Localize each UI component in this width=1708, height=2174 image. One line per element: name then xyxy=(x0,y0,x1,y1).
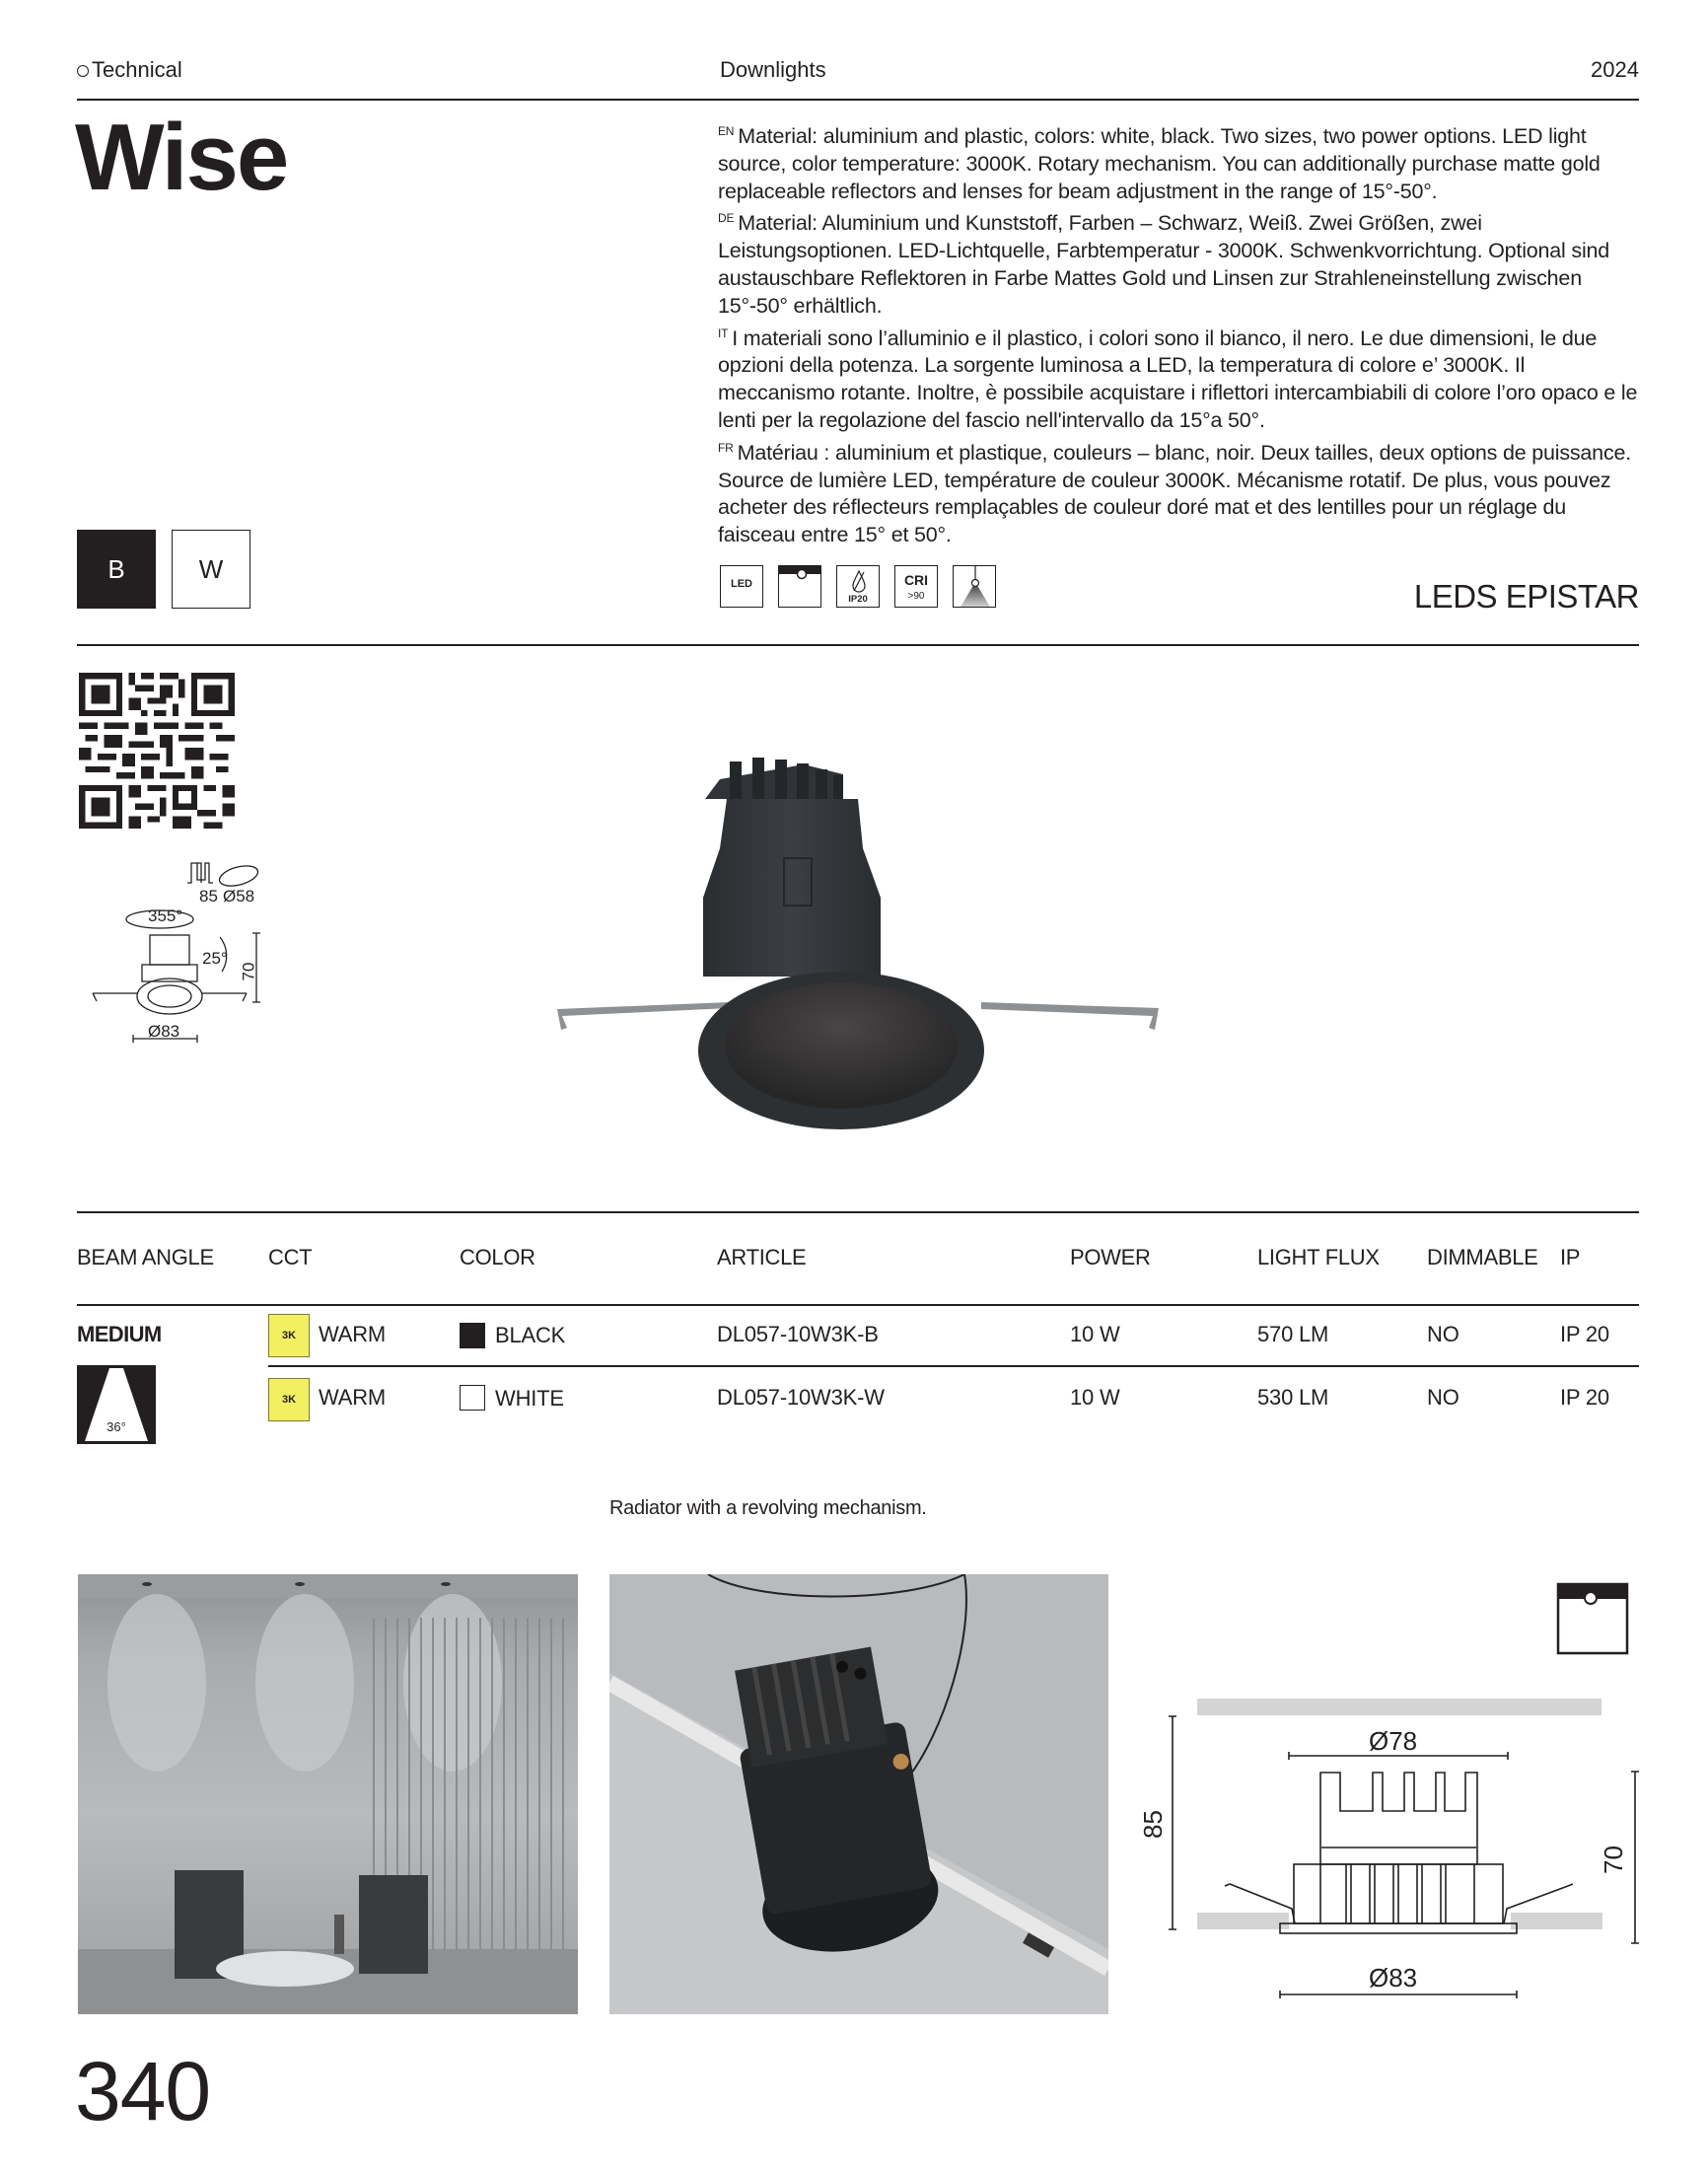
ceiling-left xyxy=(1197,1913,1289,1929)
recessed-mount-glyph xyxy=(779,566,821,608)
cct-value: WARM xyxy=(319,1385,387,1410)
color-option-black[interactable]: B xyxy=(77,530,156,609)
column-header-cct: CCT xyxy=(268,1245,313,1269)
column-header-article: ARTICLE xyxy=(717,1245,807,1269)
height-value: 70 xyxy=(239,962,258,981)
led-icon-label: LED xyxy=(731,578,752,590)
rotation-value: 355° xyxy=(148,906,183,925)
description-fr xyxy=(718,435,1645,549)
color-value: WHITE xyxy=(495,1386,564,1411)
qr-code[interactable] xyxy=(79,673,235,829)
column-header-beam-angle: BEAM ANGLE xyxy=(77,1245,214,1269)
mounting-clip-right xyxy=(981,1002,1159,1030)
lang-tag: IT xyxy=(718,326,729,340)
diameter-value: Ø83 xyxy=(148,1022,180,1041)
table-top-divider xyxy=(77,1211,1639,1213)
water-drop-icon xyxy=(849,569,869,593)
bottom-diameter-value: Ø83 xyxy=(1369,1963,1418,1993)
product-closeup-photo xyxy=(609,1574,1108,2014)
page-number: 340 xyxy=(75,2045,211,2138)
ceiling-right xyxy=(1511,1913,1602,1929)
power-value: 10 W xyxy=(1070,1322,1120,1346)
interior-photo xyxy=(78,1574,578,2014)
column-header-color: COLOR xyxy=(460,1245,535,1269)
closeup-scene xyxy=(609,1574,1108,2014)
tilt-value: 25° xyxy=(202,949,228,968)
category-label: Downlights xyxy=(720,57,826,82)
beam-light-icon xyxy=(953,565,996,608)
year-label: 2024 xyxy=(1591,57,1639,82)
description-text: I materiali sono l’alluminio e il plastico, i colori sono il bianco, il nero. Le due dimensioni, le due opzioni della potenza. La sorgente luminosa a LED, la temperatura di colore e’ 3000K. Il meccanismo rotante. Inoltre, è possibile acquistare i riflettori intercambiabili di colore l’oro opaco e le lenti per la regolazione del fascio nell'intervallo da 15°a 50°. xyxy=(718,326,1638,432)
reflector-cup xyxy=(725,982,958,1109)
photo-caption: Radiator with a revolving mechanism. xyxy=(609,1497,927,1519)
header-divider xyxy=(77,99,1639,101)
article-value: DL057-10W3K-B xyxy=(717,1322,879,1346)
column-header-light-flux: LIGHT FLUX xyxy=(1257,1245,1380,1269)
column-header-ip: IP xyxy=(1560,1245,1581,1269)
description-it xyxy=(718,321,1645,435)
product-description xyxy=(718,118,1645,549)
heatsink-outline xyxy=(1320,1773,1477,1864)
technical-drawing xyxy=(1144,1568,1647,2022)
cri-value: >90 xyxy=(907,591,925,602)
top-diameter-value: Ø78 xyxy=(1369,1726,1418,1756)
color-swatch-white xyxy=(460,1385,485,1411)
column-header-power: POWER xyxy=(1070,1245,1151,1269)
interior-scene xyxy=(78,1574,578,2014)
article-value: DL057-10W3K-W xyxy=(717,1385,885,1410)
mounting-clip-left xyxy=(557,1002,730,1030)
cct-value: WARM xyxy=(319,1322,387,1346)
product-title: Wise xyxy=(75,105,288,210)
cct-badge: 3K xyxy=(268,1314,310,1357)
description-text: Matériau : aluminium et plastique, couleurs – blanc, noir. Deux tailles, deux options de puissance. Source de lumière LED, température de couleur 3000K. Mécanisme rotatif. De plus, vous pouvez acheter des réflecteurs remplaçables de couleur doré mat et des lentilles pour un réglage du faisceau entre 15° et 50°. xyxy=(718,440,1632,547)
color-value: BLACK xyxy=(495,1323,566,1347)
cut-diameter-value: Ø58 xyxy=(223,887,255,906)
section-divider xyxy=(77,644,1639,646)
beam-angle-label: MEDIUM xyxy=(77,1322,162,1346)
lang-tag: EN xyxy=(718,124,735,138)
ceiling-upper xyxy=(1197,1699,1601,1715)
led-brand-label: LEDS EPISTAR xyxy=(1413,578,1639,615)
lang-tag: DE xyxy=(718,211,735,226)
led-icon xyxy=(720,565,763,608)
row-divider xyxy=(268,1365,1639,1367)
body-height-value: 70 xyxy=(1598,1846,1628,1874)
recessed-mount-icon xyxy=(778,565,821,608)
ip-rating-icon xyxy=(836,565,880,608)
description-de xyxy=(718,205,1645,320)
flux-value: 570 LM xyxy=(1257,1322,1329,1346)
total-height-line xyxy=(1169,1716,1176,1929)
beam-angle-icon xyxy=(77,1365,156,1444)
lang-tag: FR xyxy=(718,440,734,455)
body-height-line xyxy=(1631,1772,1639,1943)
ip-value: IP 20 xyxy=(1560,1322,1609,1346)
beam-light-glyph xyxy=(954,566,996,608)
ip-rating-label: IP20 xyxy=(848,594,868,605)
cri-icon xyxy=(894,565,938,608)
product-render xyxy=(547,750,1169,1144)
recessed-mount-icon xyxy=(1558,1584,1627,1653)
description-en xyxy=(718,118,1645,205)
table-header-divider xyxy=(77,1304,1639,1306)
color-option-white[interactable]: W xyxy=(172,530,250,609)
description-text: Material: aluminium and plastic, colors: white, black. Two sizes, two power options. LED light source, color temperature: 3000K. Rotary mechanism. You can additionally purchase matte gold replaceable reflectors and lenses for beam adjustment in the range of 15°-50°. xyxy=(718,124,1601,203)
column-header-dimmable: DIMMABLE xyxy=(1427,1245,1538,1269)
cut-depth-value: 85 xyxy=(199,887,218,906)
cct-badge: 3K xyxy=(268,1378,310,1421)
cutout-diameter-icon xyxy=(217,862,259,890)
cutout-depth-icon xyxy=(187,863,213,883)
section-label xyxy=(77,57,182,83)
description-text: Material: Aluminium und Kunststoff, Farben – Schwarz, Weiß. Zwei Größen, zwei Leistungsoptionen. LED-Lichtquelle, Farbtemperatur - 3000K. Schwenkvorrichtung. Optional sind austauschbare Reflektoren in Farbe Mattes Gold und Linsen zur Strahleneinstellung zwischen 15°-50° erhältlich. xyxy=(718,211,1610,318)
ip-value: IP 20 xyxy=(1560,1385,1609,1410)
total-height-value: 85 xyxy=(1137,1810,1168,1839)
flux-value: 530 LM xyxy=(1257,1385,1329,1410)
lamp-body xyxy=(703,799,881,977)
cri-label: CRI xyxy=(903,572,929,588)
color-swatch-black xyxy=(460,1323,485,1348)
dimmable-value: NO xyxy=(1427,1385,1459,1410)
power-value: 10 W xyxy=(1070,1385,1120,1410)
beam-angle-value: 36° xyxy=(107,1419,126,1434)
circle-icon xyxy=(77,65,89,77)
dimmable-value: NO xyxy=(1427,1322,1459,1346)
section-text: Technical xyxy=(92,57,182,82)
